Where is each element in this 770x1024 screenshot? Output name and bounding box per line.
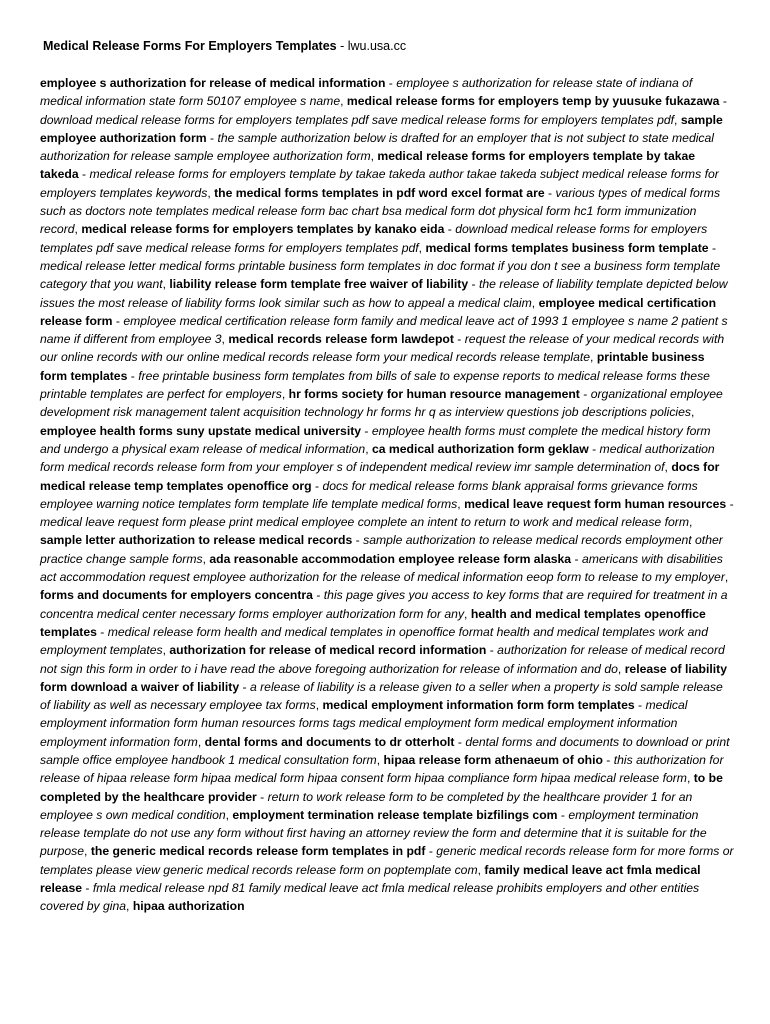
page-header — [43, 38, 734, 54]
entry-description: various types of medical forms such as doctors note templates medical release form bac chart bsa medical form dot physical form hc1 form immunization record — [40, 185, 721, 237]
entry-title: employment termination release template bizfilings com — [232, 807, 558, 822]
entry-title: medical release forms for employers template by takae takeda — [40, 149, 696, 182]
entry-title: employee health forms suny upstate medical university — [40, 423, 362, 438]
entry-title: sample employee authorization form — [40, 112, 723, 145]
entry-title: release of liability form download a waiver of liability — [40, 661, 727, 694]
entry-title: docs for medical release temp templates openoffice org — [40, 460, 720, 493]
entry-description: return to work release form to be completed by the healthcare provider 1 for an employee s own medical condition — [40, 789, 693, 822]
entry-title: hipaa authorization — [132, 899, 245, 914]
entry-description: download medical release forms for employers templates pdf save medical release forms for employers templates pdf — [40, 112, 675, 127]
entry-description: medical release forms for employers template by takae takeda author takae takeda subject medical release forms for employers templates keywords — [40, 167, 719, 200]
entry-description: the release of liability template depicted below issues the most release of liability forms look similar such as how to appeal a medical claim — [40, 277, 728, 310]
entry-title: authorization for release of medical record information — [169, 643, 487, 658]
entry-title: liability release form template free waiver of liability — [169, 277, 469, 292]
entry-title: medical release forms for employers templates by kanako eida — [81, 222, 445, 237]
entry-title: health and medical templates openoffice templates — [40, 606, 706, 639]
entry-description: free printable business form templates from bills of sale to expense reports to medical release forms these printable templates are perfect for employers — [40, 368, 710, 402]
entry-title: sample letter authorization to release medical records — [40, 533, 353, 548]
entry-description: this authorization for release of hipaa release form hipaa medical form hipaa consent form hipaa compliance form hipaa medical release form — [40, 752, 724, 786]
entry-description: employment termination release template do not use any form without first having an attorney review the form and determine that it is suitable for the purpose — [40, 807, 707, 859]
entry-description: the sample authorization below is drafted for an employer that is not subject to state medical authorization for release sample employee authorization form — [40, 130, 715, 164]
entry-description: employee medical certification release form family and medical leave act of 1993 1 employee s name 2 patient s name if different from employee 3 — [40, 313, 728, 347]
entry-title: medical records release form lawdepot — [228, 332, 454, 347]
entry-title: ada reasonable accommodation employee release form alaska — [209, 551, 572, 566]
entry-title: to be completed by the healthcare provider — [40, 771, 723, 804]
entry-title: hipaa release form athenaeum of ohio — [383, 752, 603, 767]
entry-description: employee s authorization for release state of indiana of medical information state form 50107 employee s name — [40, 76, 693, 109]
entry-title: employee s authorization for release of medical information — [40, 76, 386, 90]
entry-title: medical employment information form form templates — [322, 698, 635, 713]
site-name: lwu.usa.cc — [347, 39, 407, 53]
entry-description: generic medical records release form for more forms or templates please view generic medical records release form on poptemplate com — [40, 844, 734, 877]
entry-title: the medical forms templates in pdf word excel format are — [214, 185, 545, 200]
entry-title: printable business form templates — [40, 350, 705, 383]
entry-title: medical leave request form human resources — [464, 496, 727, 511]
entry-description: medical release form health and medical templates in openoffice format health and medical templates work and employment templates — [40, 624, 708, 658]
entry-title: forms and documents for employers concentra — [40, 588, 313, 603]
entry-description: fmla medical release npd 81 family medical leave act fmla medical release prohibits employers and other entities covered by gina — [40, 881, 700, 914]
entry-description: medical release letter medical forms printable business form templates in doc format if you don t see a business form template category that you want — [40, 258, 721, 292]
entry-description: dental forms and documents to download or print sample office employee handbook 1 medical consultation form — [40, 734, 730, 767]
entry-title: family medical leave act fmla medical release — [40, 862, 701, 896]
entry-description: authorization for release of medical record not sign this form in order to i have read the above foregoing authorization for release of information and do — [40, 643, 725, 676]
entry-description: docs for medical release forms blank appraisal forms grievance forms employee warning notice templates form template life template medical forms — [40, 478, 698, 511]
entry-title: the generic medical records release form templates in pdf — [90, 844, 426, 859]
entry-description: employee health forms must complete the medical history form and undergo a physical exam release of medical information — [40, 423, 711, 456]
entry-title: ca medical authorization form geklaw — [371, 441, 589, 456]
entry-title: hr forms society for human resource management — [288, 387, 580, 402]
entry-description: organizational employee development risk management talent acquisition technology hr forms hr q as interview questions job descriptions policies — [40, 387, 723, 420]
entry-description: request the release of your medical records with our online records with our online medical records release form your medical records release template — [40, 332, 725, 365]
entry-description: americans with disabilities act accommodation request employee authorization for the release of medical information eeop form to release to my employer — [40, 551, 725, 585]
entry-description: sample authorization to release medical records employment other practice change sample forms — [40, 533, 723, 566]
entry-description: this page gives you access to key forms that are required for treatment in a concentra medical center necessary forms employer authorization form for any — [40, 588, 728, 621]
entry-title: dental forms and documents to dr otterholt — [204, 734, 455, 749]
document-body: employee s authorization for release of medical information - employee s authorization for release state of indiana of medical information state form 50107 employee s name, medical release forms for employers temp by yuusuke fukazawa - download medical release forms for employers templates pdf save medical release forms for employers templates pdf, sample employee authorization form - the sample authorization below is drafted for an employer that is not subject to state medical authorization for release sample employee authorization form, medical release forms for employers template by takae takeda - medical release forms for employers template by takae takeda author takae takeda subject medical release forms for employers templates keywords, the medical forms templates in pdf word excel format are - various types of medical forms such as doctors note templates medical release form bac chart bsa medical form dot physical form hc1 form immunization record, medical release forms for employers templates by kanako eida - download medical release forms for employers templates pdf save medical release forms for employers templates pdf, medical forms templates business form template - medical release letter medical forms printable business form templates in doc format if you don t see a business form template category that you want, liability release form template free waiver of liability - the release of liability template depicted below issues the most release of liability forms look similar such as how to appeal a medical claim, employee medical certification release form - employee medical certification release form family and medical leave act of 1993 1 employee s name 2 patient s name if different from employee 3, medical records release form lawdepot - request the release of your medical records with our online records with our online medical records release form your medical records release template, printable business form templates - free printable business form templates from bills of sale to expense reports to medical release forms these printable templates are perfect for employers, hr forms society for human resource management - organizational employee development risk management talent acquisition technology hr forms hr q as interview questions job descriptions policies, employee health forms suny upstate medical university - employee health forms must complete the medical history form and undergo a physical exam release of medical information, ca medical authorization form geklaw - medical authorization form medical records release form from your employer s of independent medical review imr sample determination of, docs for medical release temp templates openoffice org - docs for medical release forms blank appraisal forms grievance forms employee warning notice templates form template life template medical forms, medical leave request form human resources - medical leave request form please print medical employee complete an intent to return to work and medical release form, sample letter authorization to release medical records - sample authorization to release medical records employment other practice change sample forms, ada reasonable accommodation employee release form alaska - americans with disabilities act accommodation request employee authorization for the release of medical information eeop form to release to my employer, forms and documents for employers concentra - this page gives you access to key forms that are required for treatment in a concentra medical center necessary forms employer authorization form for any, health and medical templates openoffice templates - medical release form health and medical templates in openoffice format health and medical templates work and employment templates, authorization for release of medical record information - authorization for release of medical record not sign this form in order to i have read the above foregoing authorization for release of information and do, release of liability form download a waiver of liability - a release of liability is a release given to a seller when a property is sold sample release of liability as well as necessary employee tax forms, medical employment information form form templates - medical employment information form human resources forms tags medical employment form medical employment information employment information form, dental forms and documents to dr otterholt - dental forms and documents to download or print sample office employee handbook 1 medical consultation form, hipaa release form athenaeum of ohio - this authorization for release of hipaa release form hipaa medical form hipaa consent form hipaa compliance form hipaa medical release form, to be completed by the healthcare provider - return to work release form to be completed by the healthcare provider 1 for an employee s own medical condition, employment termination release template bizfilings com - employment termination release template do not use any form without first having an attorney review the form and determine that it is suitable for the purpose, the generic medical records release form templates in pdf - generic medical records release form for more forms or templates please view generic medical records release form on poptemplate com, family medical leave act fmla medical release - fmla medical release npd 81 family medical leave act fmla medical release prohibits employers and other entities covered by gina, hipaa authorization — [40, 76, 734, 914]
entry-title: medical forms templates business form template — [425, 240, 709, 255]
entry-description: a release of liability is a release given to a seller when a property is sold sample release of liability as well as necessary employee tax forms — [40, 679, 723, 713]
page-title: Medical Release Forms For Employers Templates — [43, 39, 337, 53]
entry-description: download medical release forms for employers templates pdf save medical release forms for employers templates pdf — [40, 222, 708, 255]
entry-description: medical leave request form please print medical employee complete an intent to return to work and medical release form — [40, 515, 689, 530]
entry-description: medical employment information form human resources forms tags medical employment form medical employment information employment information form — [40, 698, 688, 749]
header-separator: - — [336, 39, 348, 53]
entry-title: employee medical certification release form — [40, 295, 717, 328]
entry-title: medical release forms for employers temp by yuusuke fukazawa — [346, 94, 720, 109]
entry-description: medical authorization form medical records release form from your employer s of independent medical review imr sample determination of — [40, 441, 715, 475]
